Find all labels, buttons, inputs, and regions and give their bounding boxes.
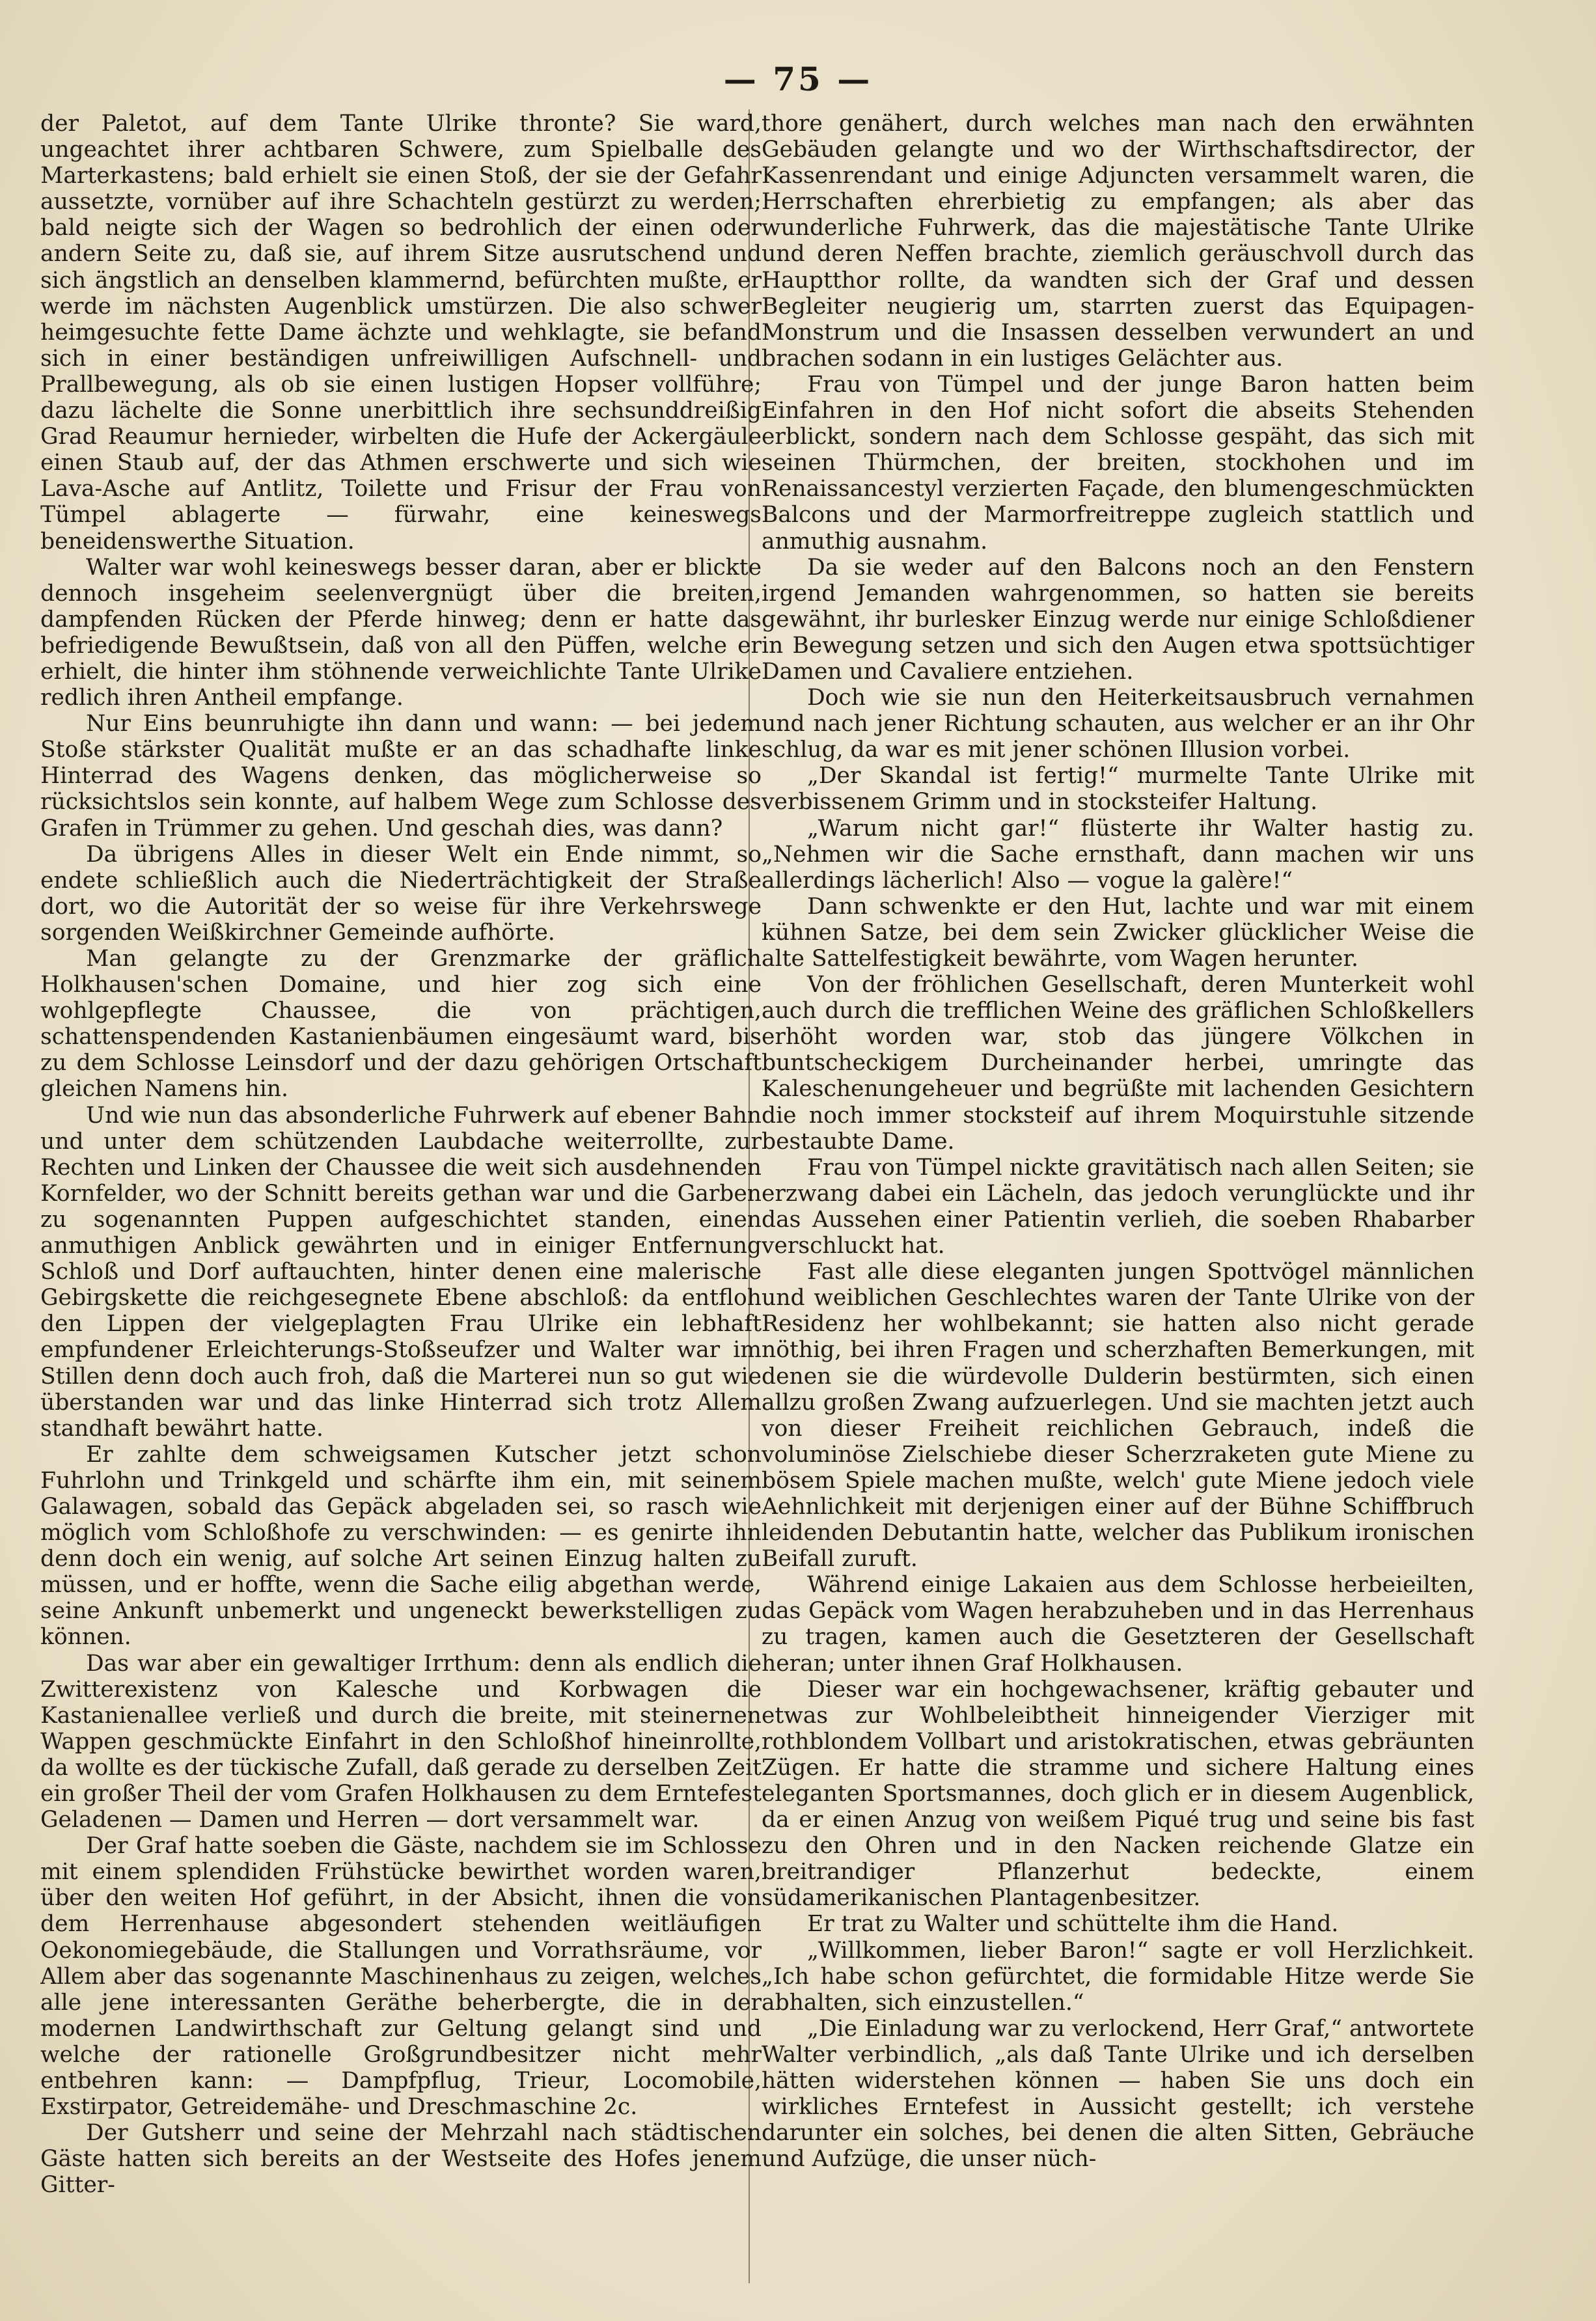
paragraph: Fast alle diese eleganten jungen Spottvögel männlichen und weiblichen Geschlechtes waren der Tante Ulrike von der Residenz her wohlbekannt; sie hatten also nicht gerade nöthig, bei ihren Fragen und scherzhaften Bemerkungen, mit denen sie die würdevolle Dulderin bestürmten, sich einen allzu großen Zwang aufzuerlegen. Und sie machten jetzt auch von dieser Freiheit reichlichen Gebrauch, indeß die voluminöse Zielschiebe dieser Scherzraketen gute Miene zu bösem Spiele machen mußte, welch' gute Miene jedoch viele Aehnlichkeit mit derjenigen einer auf der Bühne Schiffbruch leidenden Debutantin hatte, welcher das Publikum ironischen Beifall zuruft. (762, 1259, 1474, 1573)
paragraph: Walter war wohl keineswegs besser daran, aber er blickte dennoch insgeheim seelenvergnügt über die breiten, dampfenden Rücken der Pferde hinweg; denn er hatte das befriedigende Bewußtsein, daß von all den Püffen, welche er erhielt, die hinter ihm stöhnende verweichlichte Tante Ulrike redlich ihren Antheil empfange. (40, 554, 762, 711)
paragraph: „Die Einladung war zu verlockend, Herr Graf,“ antwortete Walter verbindlich, „als daß Tante Ulrike und ich derselben hätten widerstehen können — haben Sie uns doch ein wirkliches Erntefest in Aussicht gestellt; ich verstehe darunter ein solches, bei denen die alten Sitten, Gebräuche und Aufzüge, die unser nüch- (762, 2015, 1474, 2173)
paragraph: Frau von Tümpel und der junge Baron hatten beim Einfahren in den Hof nicht sofort die abseits Stehenden erblickt, sondern nach dem Schlosse gespäht, das sich mit seinen Thürmchen, der breiten, stockhohen und im Renaissancestyl verzierten Façade, den blumengeschmückten Balcons und der Marmorfreitreppe zugleich stattlich und anmuthig ausnahm. (762, 371, 1474, 555)
paragraph: Und wie nun das absonderliche Fuhrwerk auf ebener Bahn und unter dem schützenden Laubdache weiterrollte, zur Rechten und Linken der Chaussee die weit sich ausdehnenden Kornfelder, wo der Schnitt bereits gethan war und die Garben zu sogenannten Puppen aufgeschichtet standen, einen anmuthigen Anblick gewährten und in einiger Entfernung Schloß und Dorf auftauchten, hinter denen eine malerische Gebirgskette die reichgesegnete Ebene abschloß: da entfloh den Lippen der vielgeplagten Frau Ulrike ein lebhaft empfundener Erleichterungs-Stoßseufzer und Walter war im Stillen denn doch auch froh, daß die Marterei nun so gut wie überstanden war und das linke Hinterrad sich trotz Allem standhaft bewährt hatte. (40, 1102, 762, 1442)
paragraph: Während einige Lakaien aus dem Schlosse herbeieilten, das Gepäck vom Wagen herabzuheben und in das Herrenhaus zu tragen, kamen auch die Gesetzteren der Gesellschaft heran; unter ihnen Graf Holkhausen. (762, 1572, 1474, 1677)
paragraph: der Paletot, auf dem Tante Ulrike thronte? Sie ward, ungeachtet ihrer achtbaren Schwere, zum Spielballe des Marterkastens; bald erhielt sie einen Stoß, der sie der Gefahr aussetzte, vornüber auf ihre Schachteln gestürzt zu werden; bald neigte sich der Wagen so bedrohlich der einen oder andern Seite zu, daß sie, auf ihrem Sitze ausrutschend und sich ängstlich an denselben klammernd, befürchten mußte, er werde im nächsten Augenblick umstürzen. Die also schwer heimgesuchte fette Dame ächzte und wehklagte, sie befand sich in einer beständigen unfreiwilligen Aufschnell- und Prallbewegung, als ob sie einen lustigen Hopser vollführe; dazu lächelte die Sonne unerbittlich ihre sechsunddreißig Grad Reaumur hernieder, wirbelten die Hufe der Ackergäule einen Staub auf, der das Athmen erschwerte und sich wie Lava-Asche auf Antlitz, Toilette und Frisur der Frau von Tümpel ablagerte — fürwahr, eine keineswegs beneidenswerthe Situation. (40, 111, 762, 555)
paragraph: Von der fröhlichen Gesellschaft, deren Munterkeit wohl auch durch die trefflichen Weine des gräflichen Schloßkellers erhöht worden war, stob das jüngere Völkchen in buntscheckigem Durcheinander herbei, umringte das Kaleschenungeheuer und begrüßte mit lachenden Gesichtern die noch immer stocksteif auf ihrem Moquirstuhle sitzende bestaubte Dame. (762, 972, 1474, 1155)
paragraph: Da übrigens Alles in dieser Welt ein Ende nimmt, so endete schließlich auch die Niederträchtigkeit der Straße dort, wo die Autorität der so weise für ihre Verkehrswege sorgenden Weißkirchner Gemeinde aufhörte. (40, 841, 762, 946)
paragraph: Man gelangte zu der Grenzmarke der gräflich Holkhausen'schen Domaine, und hier zog sich eine wohlgepflegte Chaussee, die von prächtigen, schattenspendenden Kastanienbäumen eingesäumt ward, bis zu dem Schlosse Leinsdorf und der dazu gehörigen Ortschaft gleichen Namens hin. (40, 946, 762, 1103)
paragraph: Er trat zu Walter und schüttelte ihm die Hand. (807, 1911, 1339, 1938)
paragraph: Nur Eins beunruhigte ihn dann und wann: — bei jedem Stoße stärkster Qualität mußte er an das schadhafte linke Hinterrad des Wagens denken, das möglicherweise so rücksichtslos sein konnte, auf halbem Wege zum Schlosse des Grafen in Trümmer zu gehen. Und geschah dies, was dann? (40, 711, 762, 842)
paragraph: „Der Skandal ist fertig!“ murmelte Tante Ulrike mit verbissenem Grimm und in stocksteifer Haltung. (762, 763, 1474, 816)
right-column (762, 111, 1474, 2278)
paragraph: Er zahlte dem schweigsamen Kutscher jetzt schon Fuhrlohn und Trinkgeld und schärfte ihm ein, mit seinem Galawagen, sobald das Gepäck abgeladen sei, so rasch wie möglich vom Schloßhofe zu verschwinden: — es genirte ihn denn doch ein wenig, auf solche Art seinen Einzug halten zu müssen, und er hoffte, wenn die Sache eilig abgethan werde, seine Ankunft unbemerkt und ungeneckt bewerkstelligen zu können. (40, 1441, 762, 1651)
paragraph: Frau von Tümpel nickte gravitätisch nach allen Seiten; sie erzwang dabei ein Lächeln, das jedoch verunglückte und ihr das Aussehen einer Patientin verlieh, die soeben Rhabarber verschluckt hat. (762, 1154, 1474, 1259)
paragraph: Das war aber ein gewaltiger Irrthum: denn als endlich die Zwitterexistenz von Kalesche und Korbwagen die Kastanienallee verließ und durch die breite, mit steinernen Wappen geschmückte Einfahrt in den Schloßhof hineinrollte, da wollte es der tückische Zufall, daß gerade zu derselben Zeit ein großer Theil der vom Grafen Holkhausen zu dem Erntefest Geladenen — Damen und Herren — dort versammelt war. (40, 1650, 762, 1833)
paragraph: „Warum nicht gar!“ flüsterte ihr Walter hastig zu. „Nehmen wir die Sache ernsthaft, dann machen wir uns allerdings lächerlich! Also — vogue la galère!“ (762, 815, 1474, 894)
paragraph: „Willkommen, lieber Baron!“ sagte er voll Herzlichkeit. „Ich habe schon gefürchtet, die formidable Hitze werde Sie abhalten, sich einzustellen.“ (762, 1937, 1474, 2016)
paragraph: Der Graf hatte soeben die Gäste, nachdem sie im Schlosse mit einem splendiden Frühstücke bewirthet worden waren, über den weiten Hof geführt, in der Absicht, ihnen die von dem Herrenhause abgesondert stehenden weitläufigen Oekonomiegebäude, die Stallungen und Vorrathsräume, vor Allem aber das sogenannte Maschinenhaus zu zeigen, welches alle jene interessanten Geräthe beherbergte, die in der modernen Landwirthschaft zur Geltung gelangt sind und welche der rationelle Großgrundbesitzer nicht mehr entbehren kann: — Dampfpflug, Trieur, Locomobile, Exstirpator, Getreidemähe- und Dreschmaschine 2c. (40, 1833, 762, 2121)
page-number: — 75 — (723, 60, 873, 98)
paragraph: Dann schwenkte er den Hut, lachte und war mit einem kühnen Satze, bei dem sein Zwicker glücklicher Weise die alte Sattelfestigkeit bewährte, vom Wagen herunter. (762, 893, 1474, 972)
paragraph: Dieser war ein hochgewachsener, kräftig gebauter und etwas zur Wohlbeleibtheit hinneigender Vierziger mit rothblondem Vollbart und aristokratischen, etwas gebräunten Zügen. Er hatte die stramme und sichere Haltung eines eleganten Sportsmannes, doch glich er in diesem Augenblick, da er einen Anzug von weißem Piqué trug und seine bis fast zu den Ohren und in den Nacken reichende Glatze ein breitrandiger Pflanzerhut bedeckte, einem südamerikanischen Plantagenbesitzer. (762, 1676, 1474, 1912)
left-column (40, 111, 762, 2278)
paragraph: Da sie weder auf den Balcons noch an den Fenstern irgend Jemanden wahrgenommen, so hatten sie bereits gewähnt, ihr burlesker Einzug werde nur einige Schloßdiener in Bewegung setzen und sich den Augen etwa spottsüchtiger Damen und Cavaliere entziehen. (762, 554, 1474, 685)
paragraph: Doch wie sie nun den Heiterkeitsausbruch vernahmen und nach jener Richtung schauten, aus welcher er an ihr Ohr schlug, da war es mit jener schönen Illusion vorbei. (762, 685, 1474, 763)
paragraph: Der Gutsherr und seine der Mehrzahl nach städtischen Gäste hatten sich bereits an der Westseite des Hofes jenem Gitter- (40, 2120, 762, 2199)
paragraph: thore genähert, durch welches man nach den erwähnten Gebäuden gelangte und wo der Wirthschaftsdirector, der Kassenrendant und einige Adjuncten versammelt waren, die Herrschaften ehrerbietig zu empfangen; als aber das wunderliche Fuhrwerk, das die majestätische Tante Ulrike und deren Neffen brachte, ziemlich geräuschvoll durch das Hauptthor rollte, da wandten sich der Graf und dessen Begleiter neugierig um, starrten zuerst das Equipagen-Monstrum und die Insassen desselben verwundert an und brachen sodann in ein lustiges Gelächter aus. (762, 111, 1474, 372)
